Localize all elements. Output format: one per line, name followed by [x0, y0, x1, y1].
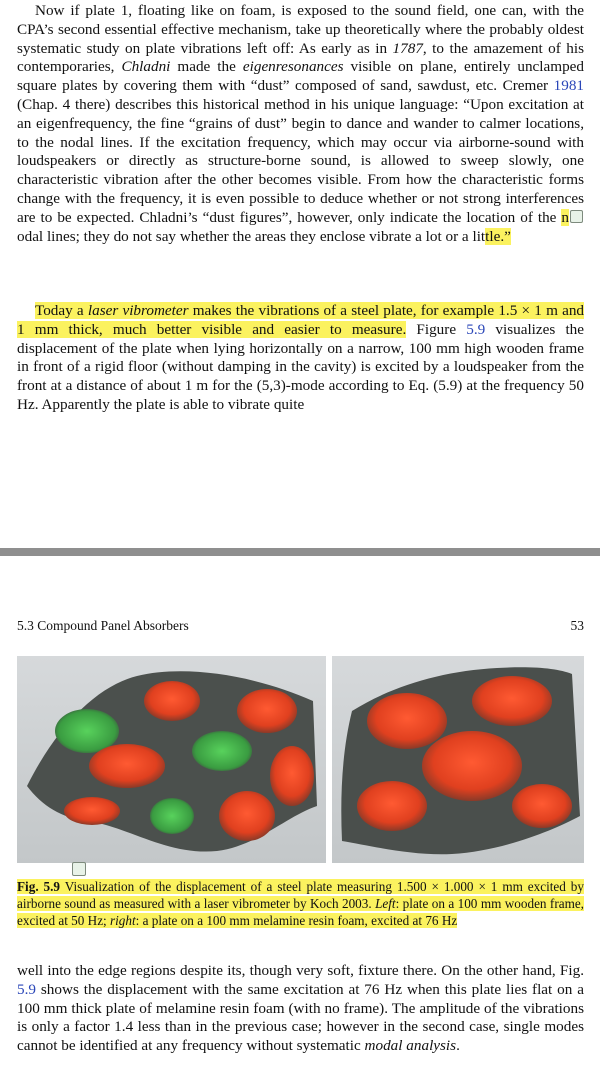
paragraph-melamine	[17, 962, 584, 1056]
caption-text: : plate on a 100 mm wooden frame, excited at 50 Hz;	[17, 896, 584, 928]
citation-cremer-1981[interactable]: 1981	[553, 77, 584, 95]
text-run: visible on plane, entirely unclamped square plates by covering them with “dust” composed of sand, sawdust, etc. Cremer	[17, 58, 585, 95]
section-title: 5.3 Compound Panel Absorbers	[17, 618, 189, 633]
highlight-laser-vibrometer: laser vibrometer	[87, 302, 189, 319]
figure-left-panel	[17, 656, 326, 863]
highlight-sentence: makes the vibrations of a steel plate, for example 1.5 × 1 m and 1 mm thick, much better visible and easier to measure.	[17, 302, 585, 338]
highlight-nodal-start: n	[561, 208, 569, 226]
caption-label: Fig. 5.9	[17, 879, 61, 894]
text-run: , to the amazement of his contemporaries,	[17, 39, 585, 76]
figure-ref-5-9[interactable]: 5.9	[466, 320, 486, 338]
text-run: shows the displacement with the same excitation at 76 Hz when this plate lies flat on a 100 mm thick plate of melamine resin foam (with no frame). The amplitude of the vibrations is only a factor 1.4 less than in the previous case; however in the second case, single modes cannot be identified at any frequency without systematic	[17, 980, 584, 1055]
caption-text: Visualization of the displacement of a steel plate measuring 1.500 × 1.000 × 1 mm excited by airborne sound as measured with a laser vibrometer by Koch 2003.	[17, 879, 584, 911]
highlight-today: Today a	[35, 302, 88, 319]
text-run: visualizes the displacement of the plate when lying horizontally on a narrow, 100 mm high wooden frame in front of a rigid floor (without damping in the cavity) is excited by a loudspeaker from the front at a distance of about 1 m for the (5,3)-mode according to Eq. (5.9) at the frequency 50 Hz. Apparently the plate is able to vibrate quite	[17, 320, 584, 413]
paragraph-chladni	[17, 2, 584, 246]
caption-right-label: right	[110, 913, 136, 928]
highlight-little: tle.”	[485, 227, 511, 245]
annotation-note-icon[interactable]	[570, 210, 583, 223]
text-run: (Chap. 4 there) describes this historical method in his unique language: “Upon excitation at an eigenfrequency, the fine “grains of dust” begin to dance and wander to calmer locations, to the nodal lines. If the excitation frequency, which may occur via airborne-sound with loudspeakers or directly as structure-borne sound, is allowed to sweep slowly, one characteristic vibration after the other becomes visible. From how the characteristic forms change with the frequency, it is even possible to deduce whether or not strong interferences are to be expected. Chladni’s “dust figures”, however, only indicate the location of the	[17, 95, 584, 226]
text-run: odal lines; they do not say whether the areas they enclose vibrate a lot or a lit	[17, 227, 486, 245]
figure-ref-5-9[interactable]: 5.9	[17, 980, 36, 998]
caption-left-label: Left	[375, 896, 396, 911]
annotation-note-icon[interactable]	[72, 862, 86, 876]
text-run: well into the edge regions despite its, though very soft, fixture there. On the other hand, Fig.	[17, 962, 584, 979]
plate-50hz-visualization	[17, 656, 326, 863]
text-run: .	[456, 1037, 460, 1055]
eigenresonances-term: eigenresonances	[242, 58, 344, 76]
plate-76hz-visualization	[332, 656, 584, 863]
figure-5-9	[17, 656, 584, 863]
caption-text: : a plate on a 100 mm melamine resin foam, excited at 76 Hz	[135, 913, 458, 928]
text-run: Figure	[406, 320, 467, 338]
modal-analysis-term: modal analysis	[364, 1037, 457, 1055]
text-run: Now if plate 1, floating like on foam, is exposed to the sound field, one can, with the CPA’s second essential effective mechanism, take up theoretically where the probably oldest systematic study on plate vibrations left off: As early as in	[17, 2, 584, 57]
figure-caption	[17, 878, 584, 929]
figure-right-panel	[332, 656, 584, 863]
text-run: made the	[170, 58, 243, 76]
chladni-name: Chladni	[121, 58, 171, 76]
paragraph-laser-vibrometer	[17, 302, 584, 415]
page-number: 53	[570, 618, 584, 633]
year-1787: 1787	[392, 39, 423, 57]
page-separator	[0, 548, 600, 556]
